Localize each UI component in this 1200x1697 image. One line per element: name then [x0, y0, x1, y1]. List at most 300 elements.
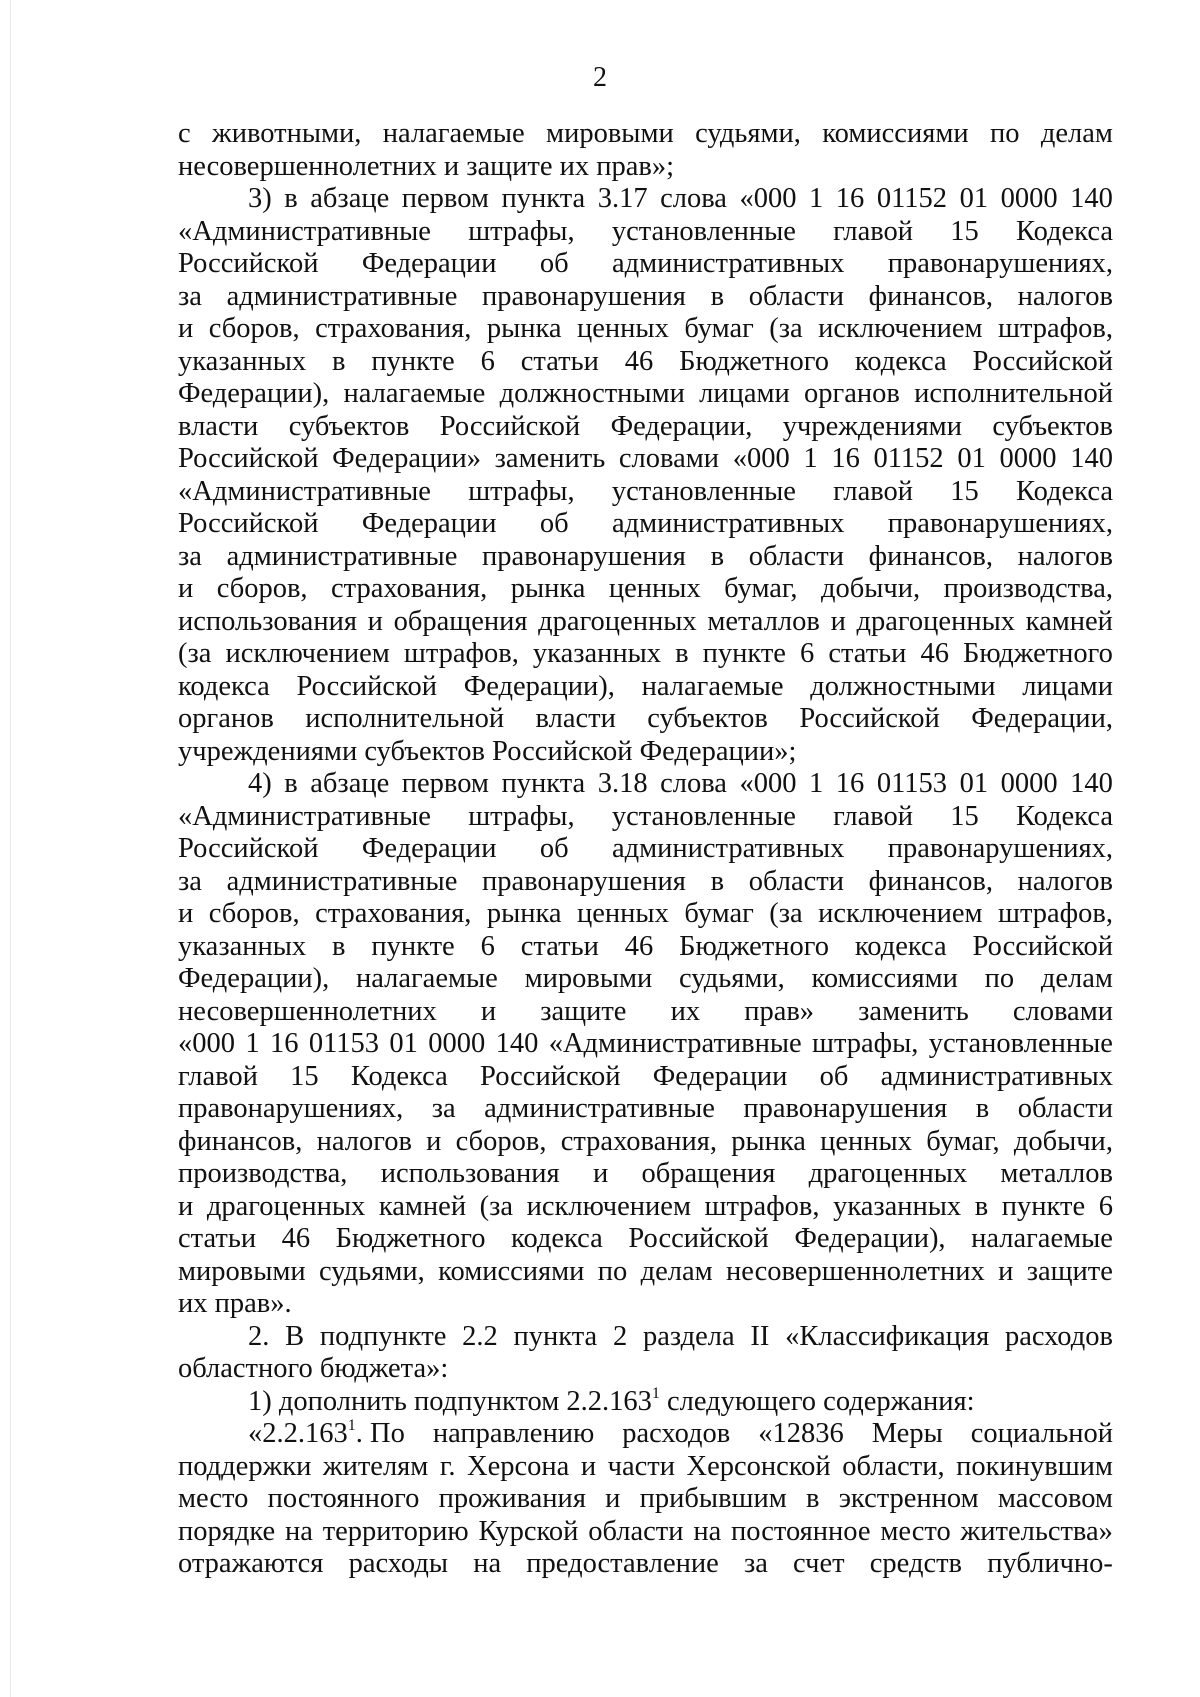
word: правонарушениях,	[887, 833, 1113, 864]
word: и	[480, 995, 497, 1027]
word: сборов,	[455, 1125, 547, 1157]
word: административные	[484, 1093, 715, 1124]
word: Российской	[799, 703, 940, 734]
word: 46	[281, 1223, 311, 1254]
word: словами	[618, 443, 720, 474]
word: рынка	[731, 1125, 806, 1157]
word: судьями,	[679, 963, 785, 994]
word: добычи,	[821, 573, 921, 604]
word: штрафов,	[998, 898, 1113, 929]
text-line	[178, 313, 1113, 346]
word: Федерации	[361, 508, 497, 539]
text-line	[178, 1158, 1113, 1191]
word: ценных	[577, 313, 669, 344]
word: правонарушения	[482, 865, 686, 897]
text-line	[178, 1321, 1113, 1354]
word: в	[332, 930, 346, 962]
word: «Административные	[548, 1028, 802, 1059]
word: несовершеннолетних	[726, 1255, 985, 1287]
word: «000	[178, 1028, 235, 1059]
word: и	[367, 605, 383, 637]
word: (за	[769, 313, 803, 344]
word: указанных	[178, 345, 307, 377]
word: в	[332, 345, 346, 377]
word: словами	[1012, 995, 1113, 1027]
word: постоянного	[267, 1483, 420, 1514]
word: пункта	[501, 183, 586, 214]
word: 140	[1070, 183, 1113, 214]
text-line	[178, 541, 1113, 574]
word: в	[675, 638, 689, 669]
word: статьи	[520, 930, 599, 962]
text-line	[178, 346, 1113, 379]
scan-edge-line	[10, 0, 11, 1697]
word: (за	[178, 638, 212, 669]
word: главой	[833, 800, 914, 832]
word: 6	[480, 930, 495, 962]
word: «Административные	[178, 475, 431, 507]
text-line	[178, 801, 1113, 834]
text-line	[178, 963, 1113, 996]
word: Бюджетного	[335, 1223, 486, 1254]
word: «Классификация	[785, 1320, 990, 1352]
word: за	[178, 540, 202, 572]
word: правонарушения	[743, 1093, 948, 1124]
word: установленные	[611, 215, 796, 247]
word: штрафы,	[812, 1028, 919, 1059]
word: 3)	[248, 183, 272, 214]
word: области,	[842, 1450, 945, 1482]
word: добычи,	[1013, 1125, 1113, 1157]
word: субъектов	[647, 703, 768, 734]
text-line	[178, 1126, 1113, 1159]
word: сборов,	[208, 313, 300, 344]
word: 01153	[876, 768, 948, 799]
word: Федерации	[361, 833, 497, 864]
word: указанных	[833, 1190, 962, 1222]
word: за	[743, 1548, 768, 1579]
word: Федерации»	[332, 443, 481, 474]
word: главой	[833, 475, 914, 507]
word: правонарушения	[482, 280, 686, 312]
text-line	[178, 1061, 1113, 1094]
word: металлов	[1000, 1158, 1113, 1189]
word: административных	[880, 1060, 1113, 1092]
word: за	[178, 280, 202, 312]
word: заменить	[858, 995, 969, 1027]
word: мировыми	[178, 1255, 306, 1287]
word: кодекса	[511, 1223, 603, 1254]
word: лицами	[1022, 670, 1113, 702]
word: налогов	[1017, 540, 1113, 572]
word: 01153	[308, 1028, 380, 1059]
word: Меры	[871, 1418, 943, 1449]
text-segment: «2.2.163	[248, 1418, 348, 1449]
word: и	[178, 573, 194, 604]
word: власти	[178, 410, 259, 442]
word: 140	[1070, 443, 1113, 474]
word: расходов	[1004, 1320, 1113, 1352]
word: штрафы,	[468, 215, 575, 247]
word: Федерации),	[178, 963, 330, 994]
word: драгоценных	[808, 1158, 968, 1189]
word: и	[580, 1450, 597, 1482]
word: драгоценных	[856, 605, 1015, 637]
word: субъектов	[288, 410, 410, 442]
word: Херсона	[467, 1450, 570, 1482]
word: жителям	[322, 1450, 429, 1482]
word: заменить	[494, 443, 606, 474]
word: установленные	[928, 1028, 1113, 1059]
word: 6	[1098, 1190, 1113, 1222]
word: II	[750, 1320, 770, 1352]
word: В	[285, 1320, 305, 1352]
text-line: областного бюджета»:	[178, 1353, 449, 1384]
word: исполнительной	[305, 703, 505, 734]
word: рынка	[510, 573, 586, 604]
word: «000	[732, 443, 790, 474]
word: Федерации,	[610, 410, 753, 442]
word: 16	[269, 1028, 299, 1059]
word: Федерации,	[971, 703, 1113, 734]
word: на	[693, 1515, 722, 1547]
word: прав»	[744, 995, 815, 1027]
word: Федерации	[361, 248, 497, 279]
text-line	[178, 703, 1113, 736]
word: должностными	[499, 378, 685, 409]
word: публично-	[987, 1548, 1113, 1579]
word: и	[178, 313, 194, 344]
text-line	[178, 768, 1113, 801]
word: ценных	[608, 573, 701, 604]
word: массовом	[997, 1483, 1113, 1514]
word: счет	[793, 1548, 845, 1579]
word: комиссиями	[811, 963, 958, 994]
text-line: их прав».	[178, 1288, 292, 1319]
word: правонарушениях,	[887, 508, 1113, 539]
word: г.	[439, 1450, 456, 1482]
word: по	[597, 1255, 628, 1287]
word: административные	[226, 280, 458, 312]
word: производства,	[943, 573, 1113, 604]
word: в	[710, 540, 725, 572]
word: за	[178, 865, 202, 897]
text-line	[178, 248, 1113, 281]
word: лицами	[699, 378, 790, 409]
word: социальной	[970, 1418, 1113, 1449]
word: 15	[290, 1060, 319, 1092]
word: должностными	[810, 670, 996, 702]
word: указанных	[532, 638, 662, 669]
word: Российской	[628, 1223, 769, 1254]
text-line	[178, 573, 1113, 606]
word: об	[539, 508, 569, 539]
text-line	[178, 183, 1113, 216]
word: 01	[959, 768, 989, 799]
word: Российской	[439, 410, 581, 442]
word: правонарушения	[482, 540, 686, 572]
word: области	[588, 1515, 684, 1547]
word: Кодекса	[1016, 215, 1113, 247]
word: кодекса	[854, 930, 947, 962]
word: учреждениями	[782, 410, 962, 442]
word: животными,	[212, 118, 362, 149]
word: исключением	[526, 1190, 691, 1222]
word: порядке	[178, 1515, 276, 1547]
word: и	[426, 1125, 442, 1157]
word: административных	[611, 508, 845, 539]
word: субъектов	[992, 410, 1113, 442]
word: административные	[226, 865, 458, 897]
word: слова	[660, 768, 727, 799]
word: административных	[611, 248, 845, 279]
word: в	[710, 865, 725, 897]
word: указанных	[178, 930, 307, 962]
text-line	[178, 1418, 1113, 1451]
word: кодекса	[178, 670, 270, 702]
word: 1	[803, 443, 818, 474]
word: штрафов,	[998, 313, 1113, 344]
word: ценных	[820, 1125, 912, 1157]
word: налогов	[1017, 865, 1113, 897]
word: 0000	[1000, 183, 1058, 214]
text-line	[178, 476, 1113, 509]
word: 0000	[999, 443, 1057, 474]
word: Федерации),	[463, 670, 615, 702]
text-line	[178, 1451, 1113, 1484]
word: налогов	[316, 1125, 412, 1157]
word: раздела	[642, 1320, 735, 1352]
word: в	[806, 1483, 820, 1514]
word: статьи	[520, 345, 599, 377]
word: делам	[1040, 118, 1113, 149]
word: главой	[178, 1060, 258, 1092]
word: 1	[245, 1028, 260, 1059]
word: 16	[831, 443, 860, 474]
word: 46	[624, 930, 654, 962]
word: 01152	[873, 443, 944, 474]
word: Кодекса	[1016, 475, 1113, 507]
word: в	[710, 280, 725, 312]
word: Херсонской	[686, 1450, 831, 1482]
word: административных	[611, 833, 845, 864]
word: страхования,	[560, 1125, 717, 1157]
word: Российской	[178, 833, 319, 864]
word: пункте	[1001, 1190, 1086, 1222]
word: 140	[495, 1028, 539, 1059]
word: по	[990, 118, 1020, 149]
word: 0000	[428, 1028, 486, 1059]
word: «Административные	[178, 800, 431, 832]
text-line	[178, 443, 1113, 476]
word: страхования,	[315, 898, 472, 929]
word: абзаце	[310, 768, 390, 799]
text-line	[178, 1483, 1113, 1516]
word: Российской	[178, 508, 319, 539]
text-line	[178, 1223, 1113, 1256]
word: рынка	[486, 313, 562, 344]
word: (за	[769, 898, 803, 929]
word: области	[748, 865, 844, 897]
word: расходов	[622, 1418, 731, 1449]
word: в	[284, 183, 298, 214]
word: 1	[809, 768, 824, 799]
word: первом	[401, 183, 489, 214]
text-line	[178, 833, 1113, 866]
word: установленные	[611, 475, 796, 507]
word: отражаются	[178, 1548, 324, 1579]
text-line	[178, 1386, 1113, 1419]
word: 0000	[1000, 768, 1058, 799]
word: использования	[380, 1158, 560, 1189]
word: об	[819, 1060, 849, 1092]
word: комиссиями	[438, 1255, 585, 1287]
word: исключением	[225, 638, 390, 669]
word: области	[748, 540, 844, 572]
word: 2	[612, 1320, 628, 1352]
text-segment: 1) дополнить подпунктом 2.2.163	[248, 1385, 652, 1417]
word: штрафы,	[468, 475, 575, 507]
word: территорию	[322, 1515, 469, 1547]
word: кодекса	[854, 345, 947, 377]
word: налагаемые	[382, 118, 525, 149]
word: 16	[835, 183, 865, 214]
word: налагаемые	[343, 378, 486, 409]
word: налагаемые	[641, 670, 784, 702]
word: 3.17	[597, 183, 648, 214]
word: части	[607, 1450, 675, 1482]
word: камней	[1025, 605, 1113, 637]
word: место	[880, 1515, 951, 1547]
word: Российской	[178, 248, 319, 279]
word: статьи	[178, 1223, 257, 1254]
word: исключением	[818, 898, 983, 929]
word: постоянное	[731, 1515, 871, 1547]
word: органов	[804, 378, 900, 409]
word: бумаг	[684, 313, 754, 344]
word: и	[592, 1158, 609, 1189]
word: Российской	[480, 1060, 621, 1092]
text-line	[178, 996, 1113, 1029]
word: защите	[1026, 1255, 1113, 1287]
word: комиссиями	[822, 118, 969, 149]
word: административные	[226, 540, 458, 572]
word: делам	[1040, 963, 1113, 994]
word: налагаемые	[971, 1223, 1113, 1254]
word: об	[539, 248, 569, 279]
word: «000	[739, 768, 797, 799]
word: производства,	[178, 1158, 348, 1189]
word: Кодекса	[350, 1060, 448, 1092]
word: Федерации	[652, 1060, 788, 1092]
word: их	[670, 995, 701, 1027]
word: области	[748, 280, 844, 312]
word: и	[178, 898, 194, 929]
text-line	[178, 606, 1113, 639]
word: и	[605, 1483, 621, 1514]
word: в	[975, 1093, 990, 1124]
superscript: 1	[651, 1384, 660, 1402]
word: Российской	[972, 930, 1113, 962]
text-line	[178, 866, 1113, 899]
word: металлов	[707, 605, 820, 637]
word: пункта	[501, 768, 586, 799]
word: предоставление	[526, 1548, 719, 1579]
word: главой	[833, 215, 914, 247]
word: пункта	[513, 1320, 598, 1352]
word: мировыми	[524, 963, 653, 994]
word: Российской	[178, 443, 319, 474]
text-line	[178, 638, 1113, 671]
text-line: учреждениями субъектов Российской Федерации»;	[178, 735, 797, 767]
word: и	[830, 605, 846, 637]
text-segment: следующего содержания:	[659, 1385, 975, 1417]
word: и	[998, 1255, 1014, 1287]
word: на	[473, 1548, 502, 1579]
word: Бюджетного	[679, 930, 829, 962]
word: финансов,	[868, 865, 993, 897]
word: направлению	[432, 1418, 595, 1449]
word: судьями,	[695, 118, 801, 149]
text-line	[178, 281, 1113, 314]
word: 01	[959, 183, 989, 214]
word: в	[284, 768, 298, 799]
word: Федерации),	[178, 378, 330, 409]
word: рынка	[486, 898, 562, 929]
word: 46	[920, 638, 949, 669]
word: правонарушениях,	[887, 248, 1113, 279]
word: «Административные	[178, 215, 431, 247]
word: финансов,	[178, 1125, 303, 1157]
text-line	[178, 378, 1113, 411]
word: с	[178, 118, 191, 149]
text-line	[178, 898, 1113, 931]
word: исключением	[818, 313, 983, 344]
word: 6	[480, 345, 495, 377]
word: исполнительной	[914, 378, 1113, 409]
word: Бюджетного	[679, 345, 829, 377]
text-line: несовершеннолетних и защите их прав»;	[178, 150, 674, 182]
word: несовершеннолетних	[178, 995, 437, 1027]
word: 1	[809, 183, 824, 214]
word: 2.2	[462, 1320, 498, 1352]
text-line	[178, 1093, 1113, 1126]
word: сборов,	[208, 898, 300, 929]
word: сборов,	[216, 573, 308, 604]
word: 01	[957, 443, 986, 474]
text-line	[178, 1191, 1113, 1224]
word: 2.	[248, 1320, 270, 1352]
word: Российской	[972, 345, 1113, 377]
word: за	[431, 1093, 456, 1124]
word: поддержки	[178, 1450, 312, 1482]
text-segment: . По	[355, 1418, 405, 1449]
word: правонарушениях,	[178, 1093, 404, 1124]
word: судьями,	[319, 1255, 425, 1287]
word: статьи	[828, 638, 907, 669]
word: прибывшим	[639, 1483, 787, 1514]
word: обращения	[641, 1158, 776, 1189]
word: финансов,	[868, 280, 993, 312]
text-line	[178, 1028, 1113, 1061]
word: мировыми	[546, 118, 674, 149]
word: 01152	[876, 183, 948, 214]
word: Бюджетного	[963, 638, 1113, 669]
word: власти	[535, 703, 616, 734]
word: на	[284, 1515, 313, 1547]
word: Федерации),	[794, 1223, 946, 1254]
word: бумаг	[684, 898, 754, 929]
